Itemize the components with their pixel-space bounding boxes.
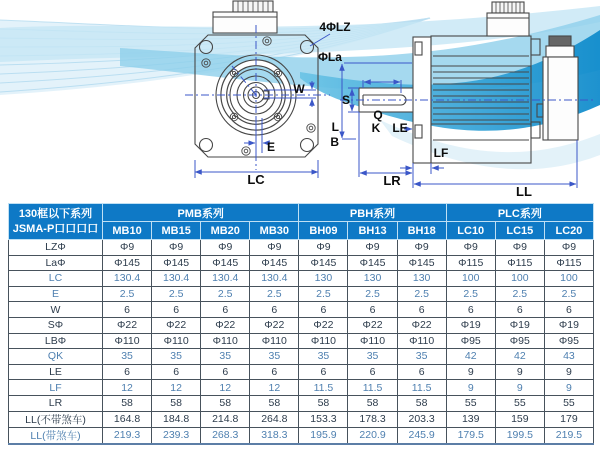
label-l: L bbox=[331, 120, 339, 134]
label-s: S bbox=[341, 93, 350, 107]
value-cell: 219.3 bbox=[103, 427, 152, 444]
label-ll: LL bbox=[516, 184, 532, 199]
value-cell: Φ22 bbox=[103, 317, 152, 333]
value-cell: Φ115 bbox=[446, 255, 495, 271]
table-row bbox=[9, 302, 594, 318]
table-body bbox=[9, 240, 594, 444]
value-cell: Φ110 bbox=[152, 333, 201, 349]
value-cell: 58 bbox=[250, 395, 299, 411]
value-cell: 35 bbox=[299, 349, 348, 365]
value-cell: 184.8 bbox=[152, 411, 201, 427]
value-cell: Φ145 bbox=[152, 255, 201, 271]
value-cell: Φ22 bbox=[152, 317, 201, 333]
value-cell: Φ9 bbox=[397, 240, 446, 256]
value-cell: 2.5 bbox=[544, 286, 593, 302]
value-cell: Φ110 bbox=[348, 333, 397, 349]
series-header: PMB系列 bbox=[103, 204, 299, 222]
value-cell: 153.3 bbox=[299, 411, 348, 427]
value-cell: 268.3 bbox=[201, 427, 250, 444]
row-label-cell: SΦ bbox=[9, 317, 103, 333]
table-row bbox=[9, 364, 594, 380]
value-cell: 58 bbox=[201, 395, 250, 411]
value-cell: 6 bbox=[397, 364, 446, 380]
value-cell: Φ115 bbox=[544, 255, 593, 271]
corner-header-line1: 130框以下系列 bbox=[18, 208, 93, 221]
series-header: PBH系列 bbox=[299, 204, 446, 222]
value-cell: 35 bbox=[103, 349, 152, 365]
value-cell: 35 bbox=[348, 349, 397, 365]
motor-dimension-diagram bbox=[0, 0, 600, 203]
value-cell: Φ22 bbox=[201, 317, 250, 333]
value-cell: Φ110 bbox=[250, 333, 299, 349]
value-cell: 203.3 bbox=[397, 411, 446, 427]
value-cell: Φ22 bbox=[397, 317, 446, 333]
table-row bbox=[9, 286, 594, 302]
series-header: PLC系列 bbox=[446, 204, 593, 222]
value-cell: 6 bbox=[250, 302, 299, 318]
value-cell: 12 bbox=[103, 380, 152, 396]
value-cell: 9 bbox=[446, 380, 495, 396]
label-phila: ΦLa bbox=[318, 50, 342, 64]
table-row bbox=[9, 349, 594, 365]
value-cell: 100 bbox=[446, 271, 495, 287]
value-cell: Φ145 bbox=[348, 255, 397, 271]
value-cell: 219.5 bbox=[544, 427, 593, 444]
value-cell: 2.5 bbox=[495, 286, 544, 302]
value-cell: 55 bbox=[495, 395, 544, 411]
row-label-cell: LC bbox=[9, 271, 103, 287]
row-label-cell: LF bbox=[9, 380, 103, 396]
value-cell: 130 bbox=[397, 271, 446, 287]
label-k: K bbox=[371, 121, 381, 135]
value-cell: Φ145 bbox=[299, 255, 348, 271]
value-cell: 178.3 bbox=[348, 411, 397, 427]
label-w: W bbox=[293, 82, 305, 96]
value-cell: 220.9 bbox=[348, 427, 397, 444]
label-q: Q bbox=[373, 108, 383, 122]
value-cell: 6 bbox=[152, 302, 201, 318]
model-header: MB10 bbox=[103, 222, 152, 240]
value-cell: Φ115 bbox=[495, 255, 544, 271]
table-row bbox=[9, 411, 594, 427]
value-cell: 9 bbox=[544, 364, 593, 380]
label-4philz: 4ΦLZ bbox=[319, 20, 351, 34]
row-label-cell: LR bbox=[9, 395, 103, 411]
value-cell: Φ145 bbox=[201, 255, 250, 271]
value-cell: Φ22 bbox=[250, 317, 299, 333]
value-cell: 11.5 bbox=[299, 380, 348, 396]
value-cell: Φ95 bbox=[495, 333, 544, 349]
value-cell: 58 bbox=[299, 395, 348, 411]
value-cell: 264.8 bbox=[250, 411, 299, 427]
value-cell: 245.9 bbox=[397, 427, 446, 444]
model-header: LC20 bbox=[544, 222, 593, 240]
label-le: LE bbox=[392, 121, 408, 135]
row-label-cell: W bbox=[9, 302, 103, 318]
value-cell: Φ9 bbox=[250, 240, 299, 256]
value-cell: 55 bbox=[446, 395, 495, 411]
value-cell: 100 bbox=[495, 271, 544, 287]
model-header: MB30 bbox=[250, 222, 299, 240]
value-cell: 130.4 bbox=[103, 271, 152, 287]
value-cell: 9 bbox=[446, 364, 495, 380]
value-cell: 6 bbox=[299, 364, 348, 380]
value-cell: Φ110 bbox=[103, 333, 152, 349]
value-cell: Φ95 bbox=[446, 333, 495, 349]
row-label-cell: QK bbox=[9, 349, 103, 365]
value-cell: 12 bbox=[201, 380, 250, 396]
value-cell: Φ9 bbox=[201, 240, 250, 256]
value-cell: Φ19 bbox=[544, 317, 593, 333]
value-cell: 139 bbox=[446, 411, 495, 427]
value-cell: 2.5 bbox=[397, 286, 446, 302]
value-cell: Φ22 bbox=[299, 317, 348, 333]
value-cell: Φ145 bbox=[103, 255, 152, 271]
row-label-cell: LBΦ bbox=[9, 333, 103, 349]
label-e: E bbox=[266, 140, 276, 154]
value-cell: 58 bbox=[152, 395, 201, 411]
value-cell: 11.5 bbox=[348, 380, 397, 396]
value-cell: 11.5 bbox=[397, 380, 446, 396]
corner-header bbox=[9, 204, 103, 240]
value-cell: 100 bbox=[544, 271, 593, 287]
value-cell: 43 bbox=[544, 349, 593, 365]
row-label-cell: LaΦ bbox=[9, 255, 103, 271]
value-cell: 6 bbox=[103, 364, 152, 380]
value-cell: 2.5 bbox=[348, 286, 397, 302]
value-cell: 42 bbox=[495, 349, 544, 365]
table-row bbox=[9, 240, 594, 256]
value-cell: 9 bbox=[495, 380, 544, 396]
value-cell: 179.5 bbox=[446, 427, 495, 444]
corner-header-line2: JSMA-P口口口口 bbox=[12, 222, 99, 235]
value-cell: 6 bbox=[446, 302, 495, 318]
model-header: BH09 bbox=[299, 222, 348, 240]
value-cell: 12 bbox=[152, 380, 201, 396]
value-cell: Φ9 bbox=[446, 240, 495, 256]
value-cell: 199.5 bbox=[495, 427, 544, 444]
value-cell: 6 bbox=[348, 302, 397, 318]
value-cell: 2.5 bbox=[299, 286, 348, 302]
value-cell: 12 bbox=[250, 380, 299, 396]
value-cell: Φ22 bbox=[348, 317, 397, 333]
table-row bbox=[9, 255, 594, 271]
value-cell: 55 bbox=[544, 395, 593, 411]
value-cell: 2.5 bbox=[152, 286, 201, 302]
value-cell: 164.8 bbox=[103, 411, 152, 427]
value-cell: Φ110 bbox=[299, 333, 348, 349]
model-header: BH13 bbox=[348, 222, 397, 240]
value-cell: 6 bbox=[299, 302, 348, 318]
model-header: MB15 bbox=[152, 222, 201, 240]
technical-drawing-panel bbox=[0, 0, 600, 203]
value-cell: 159 bbox=[495, 411, 544, 427]
value-cell: 2.5 bbox=[103, 286, 152, 302]
value-cell: 35 bbox=[397, 349, 446, 365]
value-cell: Φ110 bbox=[397, 333, 446, 349]
value-cell: Φ145 bbox=[397, 255, 446, 271]
value-cell: Φ19 bbox=[495, 317, 544, 333]
value-cell: 318.3 bbox=[250, 427, 299, 444]
table-row bbox=[9, 427, 594, 444]
value-cell: Φ9 bbox=[103, 240, 152, 256]
value-cell: 6 bbox=[103, 302, 152, 318]
value-cell: Φ145 bbox=[250, 255, 299, 271]
value-cell: Φ9 bbox=[348, 240, 397, 256]
value-cell: 9 bbox=[544, 380, 593, 396]
value-cell: 130.4 bbox=[201, 271, 250, 287]
table-head bbox=[9, 204, 594, 240]
value-cell: 130 bbox=[348, 271, 397, 287]
row-label-cell: LZΦ bbox=[9, 240, 103, 256]
row-label-cell: LE bbox=[9, 364, 103, 380]
label-lc: LC bbox=[247, 172, 265, 187]
value-cell: 239.3 bbox=[152, 427, 201, 444]
value-cell: 35 bbox=[201, 349, 250, 365]
value-cell: 6 bbox=[397, 302, 446, 318]
model-header: LC15 bbox=[495, 222, 544, 240]
value-cell: 130.4 bbox=[152, 271, 201, 287]
value-cell: 195.9 bbox=[299, 427, 348, 444]
value-cell: 130.4 bbox=[250, 271, 299, 287]
value-cell: 35 bbox=[250, 349, 299, 365]
value-cell: 6 bbox=[495, 302, 544, 318]
row-label-cell: E bbox=[9, 286, 103, 302]
value-cell: 6 bbox=[152, 364, 201, 380]
value-cell: Φ9 bbox=[544, 240, 593, 256]
value-cell: 58 bbox=[397, 395, 446, 411]
value-cell: 6 bbox=[201, 364, 250, 380]
model-header: BH18 bbox=[397, 222, 446, 240]
model-header: LC10 bbox=[446, 222, 495, 240]
value-cell: 2.5 bbox=[250, 286, 299, 302]
row-label-cell: LL(带煞车) bbox=[9, 427, 103, 444]
value-cell: Φ9 bbox=[299, 240, 348, 256]
spec-table bbox=[8, 203, 594, 445]
value-cell: 6 bbox=[201, 302, 250, 318]
label-b: B bbox=[330, 135, 339, 149]
value-cell: 58 bbox=[103, 395, 152, 411]
value-cell: 179 bbox=[544, 411, 593, 427]
value-cell: 130 bbox=[299, 271, 348, 287]
value-cell: 2.5 bbox=[201, 286, 250, 302]
value-cell: Φ9 bbox=[152, 240, 201, 256]
value-cell: 214.8 bbox=[201, 411, 250, 427]
row-label-cell: LL(不带煞车) bbox=[9, 411, 103, 427]
value-cell: 35 bbox=[152, 349, 201, 365]
value-cell: Φ95 bbox=[544, 333, 593, 349]
value-cell: 6 bbox=[544, 302, 593, 318]
label-lf: LF bbox=[433, 146, 449, 160]
value-cell: 9 bbox=[495, 364, 544, 380]
value-cell: 6 bbox=[250, 364, 299, 380]
value-cell: 42 bbox=[446, 349, 495, 365]
value-cell: Φ110 bbox=[201, 333, 250, 349]
table-row bbox=[9, 271, 594, 287]
table-row bbox=[9, 395, 594, 411]
model-header: MB20 bbox=[201, 222, 250, 240]
table-row bbox=[9, 333, 594, 349]
value-cell: Φ9 bbox=[495, 240, 544, 256]
label-lr: LR bbox=[383, 173, 401, 188]
table-row bbox=[9, 317, 594, 333]
value-cell: 58 bbox=[348, 395, 397, 411]
value-cell: Φ19 bbox=[446, 317, 495, 333]
value-cell: 2.5 bbox=[446, 286, 495, 302]
table-row bbox=[9, 380, 594, 396]
value-cell: 6 bbox=[348, 364, 397, 380]
